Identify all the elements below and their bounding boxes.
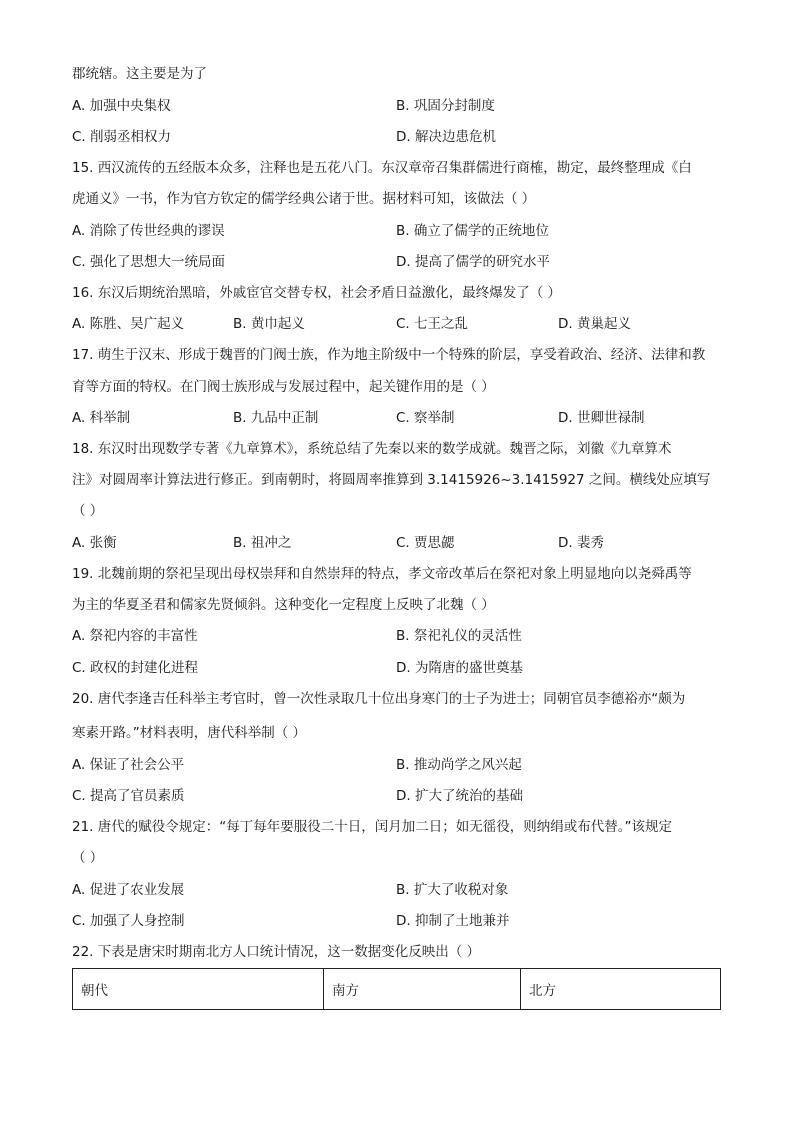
table-header-south: 南方 — [324, 969, 521, 1010]
q19-stem-line2: 为主的华夏圣君和儒家先贤倾斜。这种变化一定程度上反映了北魏（ ） — [72, 597, 495, 613]
q18-stem-line1: 18. 东汉时出现数学专著《九章算术》，系统总结了先秦以来的数学成就。魏晋之际，刘徽《九章算术 — [72, 441, 672, 457]
q14-option-a[interactable]: A. 加强中央集权 — [72, 98, 171, 114]
q15-option-a[interactable]: A. 消除了传世经典的谬误 — [72, 223, 225, 239]
q15-option-c[interactable]: C. 强化了思想大一统局面 — [72, 254, 226, 270]
q14-option-b[interactable]: B. 巩固分封制度 — [396, 98, 495, 114]
q19-option-c[interactable]: C. 政权的封建化进程 — [72, 660, 199, 676]
q21-stem-line2: （ ） — [72, 850, 104, 866]
q17-stem-line1: 17. 萌生于汉末、形成于魏晋的门阀士族，作为地主阶级中一个特殊的阶层，享受着政治、经济、法律和教 — [72, 347, 706, 363]
q14-stem-continuation: 郡统辖。这主要是为了 — [72, 66, 207, 82]
population-table — [72, 968, 721, 1010]
q18-option-c[interactable]: C. 贾思勰 — [396, 535, 455, 551]
q15-option-b[interactable]: B. 确立了儒学的正统地位 — [396, 223, 549, 239]
table-header-dynasty: 朝代 — [73, 969, 324, 1010]
q19-option-d[interactable]: D. 为隋唐的盛世奠基 — [396, 660, 523, 676]
q16-option-c[interactable]: C. 七王之乱 — [396, 316, 469, 332]
q18-option-d[interactable]: D. 裴秀 — [558, 535, 604, 551]
q16-option-b[interactable]: B. 黄巾起义 — [233, 316, 305, 332]
q17-option-a[interactable]: A. 科举制 — [72, 410, 131, 426]
q15-stem-line2: 虎通义》一书，作为官方钦定的儒学经典公诸于世。据材料可知，该做法（ ） — [72, 191, 536, 207]
q17-stem-line2: 育等方面的特权。在门阀士族形成与发展过程中，起关键作用的是（ ） — [72, 379, 495, 395]
q19-option-b[interactable]: B. 祭祀礼仪的灵活性 — [396, 628, 522, 644]
table-header-row — [73, 969, 721, 1010]
q15-stem-line1: 15. 西汉流传的五经版本众多，注释也是五花八门。东汉章帝召集群儒进行商榷，勘定，最终整理成《白 — [72, 160, 692, 176]
table-header-north: 北方 — [521, 969, 721, 1010]
q14-option-d[interactable]: D. 解决边患危机 — [396, 129, 496, 145]
q20-option-a[interactable]: A. 保证了社会公平 — [72, 757, 185, 773]
q18-stem-line2: 注》对圆周率计算法进行修正。到南朝时，将圆周率推算到 3.1415926~3.1415927 之间。横线处应填写 — [72, 472, 711, 488]
q16-option-a[interactable]: A. 陈胜、吴广起义 — [72, 316, 185, 332]
q21-stem-line1: 21. 唐代的赋役令规定：“每丁每年要服役二十日，闰月加二日；如无徭役，则纳绢或布代替。”该规定 — [72, 819, 672, 835]
q17-option-b[interactable]: B. 九品中正制 — [233, 410, 319, 426]
q18-stem-line3: （ ） — [72, 503, 104, 519]
q15-option-d[interactable]: D. 提高了儒学的研究水平 — [396, 254, 550, 270]
q21-option-c[interactable]: C. 加强了人身控制 — [72, 913, 185, 929]
q20-stem-line1: 20. 唐代李逢吉任科举主考官时，曾一次性录取几十位出身寒门的士子为进士；同朝官员李德裕亦“颇为 — [72, 691, 686, 707]
q21-option-b[interactable]: B. 扩大了收税对象 — [396, 882, 509, 898]
q19-stem-line1: 19. 北魏前期的祭祀呈现出母权崇拜和自然崇拜的特点，孝文帝改革后在祭祀对象上明显地向以尧舜禹等 — [72, 566, 692, 582]
q20-option-b[interactable]: B. 推动尚学之风兴起 — [396, 757, 522, 773]
q16-option-d[interactable]: D. 黄巢起义 — [558, 316, 631, 332]
q21-option-d[interactable]: D. 抑制了土地兼并 — [396, 913, 510, 929]
q18-option-b[interactable]: B. 祖冲之 — [233, 535, 292, 551]
q20-option-d[interactable]: D. 扩大了统治的基础 — [396, 788, 523, 804]
q19-option-a[interactable]: A. 祭祀内容的丰富性 — [72, 628, 198, 644]
q21-option-a[interactable]: A. 促进了农业发展 — [72, 882, 185, 898]
q20-option-c[interactable]: C. 提高了官员素质 — [72, 788, 185, 804]
q18-option-a[interactable]: A. 张衡 — [72, 535, 117, 551]
q17-option-d[interactable]: D. 世卿世禄制 — [558, 410, 645, 426]
q22-stem: 22. 下表是唐宋时期南北方人口统计情况，这一数据变化反映出（ ） — [72, 944, 481, 960]
q16-stem: 16. 东汉后期统治黑暗，外戚宦官交替专权，社会矛盾日益激化，最终爆发了（ ） — [72, 285, 562, 301]
q17-option-c[interactable]: C. 察举制 — [396, 410, 455, 426]
q14-option-c[interactable]: C. 削弱丞相权力 — [72, 129, 172, 145]
q20-stem-line2: 寒素开路。”材料表明，唐代科举制（ ） — [72, 725, 307, 741]
